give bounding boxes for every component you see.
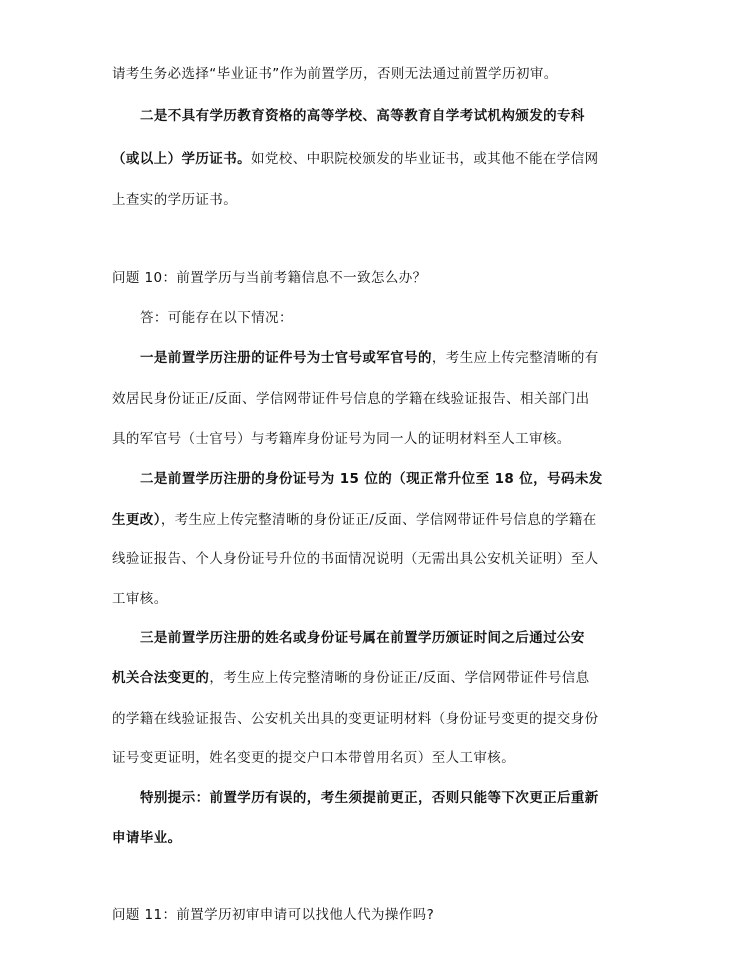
case-two-line-3: 上查实的学历证书。 [112,192,238,208]
case-3-line-1: 三是前置学历注册的姓名或身份证号属在前置学历颁证时间之后通过公安 [140,630,585,646]
case-two-line-1: 二是不具有学历教育资格的高等学校、高等教育自学考试机构颁发的专科 [140,108,585,124]
case-3-rest-fragment: ，考生应上传完整清晰的身份证正/反面、学信网带证件号信息 [209,670,590,686]
question-10-answer: 答：可能存在以下情况： [140,310,293,326]
case-3-line-4: 证号变更证明，姓名变更的提交户口本带曾用名页）至人工审核。 [112,750,516,766]
case-1-bold-fragment: 一是前置学历注册的证件号为士官号或军官号的 [140,350,432,366]
case-2-rest-fragment: ，考生应上传完整清晰的身份证正/反面、学信网带证件号信息的学籍在 [160,512,597,528]
question-10-title: 问题 10：前置学历与当前考籍信息不一致怎么办？ [112,270,427,286]
case-2-bold-fragment: 生更改） [112,512,161,528]
case-1-line-3: 具的军官号（士官号）与考籍库身份证号为同一人的证明材料至人工审核。 [112,431,571,447]
special-tip-line-2: 申请毕业。 [112,830,182,846]
case-2-line-4: 工审核。 [112,591,168,607]
case-1-rest-fragment: ，考生应上传完整清晰的有 [431,350,599,366]
case-1-line-2: 效居民身份证正/反面、学信网带证件号信息的学籍在线验证报告、相关部门出 [112,391,590,407]
special-tip-line-1: 特别提示：前置学历有误的，考生须提前更正，否则只能等下次更正后重新 [140,790,599,806]
case-3-bold-fragment: 机关合法变更的 [112,670,210,686]
case-two-bold-fragment: （或以上）学历证书。 [112,151,251,167]
intro-line: 请考生务必选择“毕业证书”作为前置学历，否则无法通过前置学历初审。 [112,66,558,82]
case-2-line-2 [112,510,597,530]
case-1-line-1 [140,348,599,368]
case-2-line-3: 线验证报告、个人身份证号升位的书面情况说明（无需出具公安机关证明）至人 [112,551,599,567]
case-3-line-3: 的学籍在线验证报告、公安机关出具的变更证明材料（身份证号变更的提交身份 [112,711,599,727]
question-11-title: 问题 11：前置学历初审申请可以找他人代为操作吗? [112,907,435,923]
case-3-line-2 [112,668,590,688]
case-two-rest-fragment: 如党校、中职院校颁发的毕业证书，或其他不能在学信网 [251,151,599,167]
case-two-line-2 [112,149,599,169]
case-2-line-1: 二是前置学历注册的身份证号为 15 位的（现正常升位至 18 位，号码未发 [140,471,603,487]
